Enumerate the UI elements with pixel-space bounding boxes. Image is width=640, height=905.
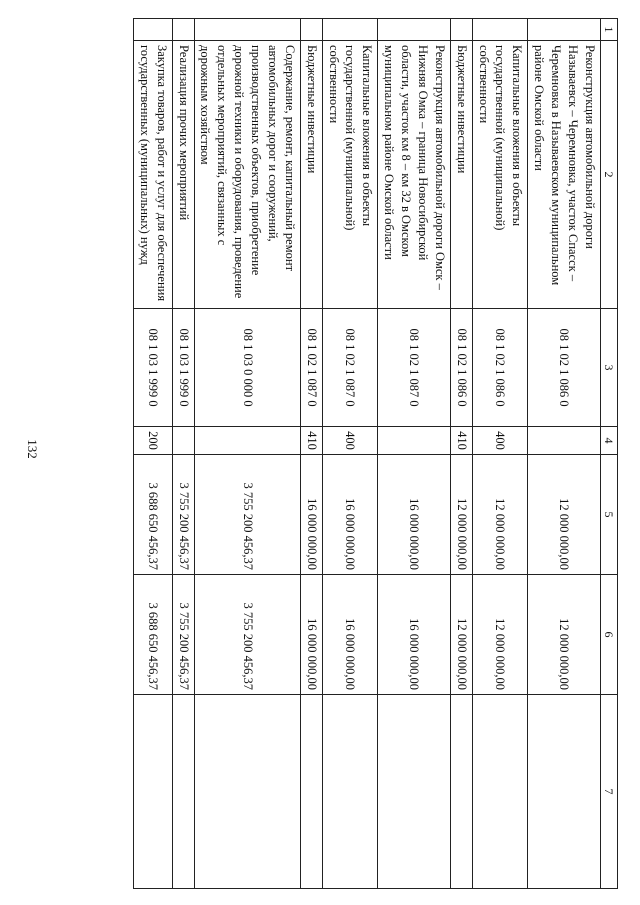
cell-description: Капитальные вложения в объекты государственной (муниципальной) собственности xyxy=(472,41,528,309)
cell-target-code: 08 1 02 1 086 0 xyxy=(528,309,601,427)
cell-col7 xyxy=(472,695,528,889)
cell-expense-type: 200 xyxy=(133,427,172,455)
cell-col7 xyxy=(133,695,172,889)
cell-description: Закупка товаров, работ и услуг для обеспечения государственных (муниципальных) нужд xyxy=(133,41,172,309)
table-row xyxy=(472,19,528,889)
cell-amount-6: 16 000 000,00 xyxy=(300,575,322,695)
cell-expense-type: 410 xyxy=(300,427,322,455)
cell-description: Капитальные вложения в объекты государственной (муниципальной) собственности xyxy=(322,41,378,309)
cell-expense-type xyxy=(172,427,194,455)
cell-col1 xyxy=(472,19,528,41)
cell-description: Бюджетные инвестиции xyxy=(450,41,472,309)
cell-target-code: 08 1 03 0 000 0 xyxy=(194,309,300,427)
cell-amount-6: 3 755 200 456,37 xyxy=(172,575,194,695)
cell-expense-type xyxy=(528,427,601,455)
cell-description: Содержание, ремонт, капитальный ремонт автомобильных дорог и сооружений, производственных объектов, приобретение дорожной техники и оборудования, проведение отдельных мероприятий, связанных с дорожным хозяйством xyxy=(194,41,300,309)
cell-amount-5: 16 000 000,00 xyxy=(378,455,451,575)
cell-amount-6: 3 688 650 456,37 xyxy=(133,575,172,695)
rotated-page xyxy=(48,18,618,888)
cell-col7 xyxy=(300,695,322,889)
column-header-2: 2 xyxy=(600,41,617,309)
cell-expense-type xyxy=(378,427,451,455)
cell-amount-6: 3 755 200 456,37 xyxy=(194,575,300,695)
table-row xyxy=(528,19,601,889)
cell-col1 xyxy=(300,19,322,41)
table-row xyxy=(450,19,472,889)
cell-amount-6: 12 000 000,00 xyxy=(472,575,528,695)
cell-expense-type: 410 xyxy=(450,427,472,455)
cell-col1 xyxy=(172,19,194,41)
cell-amount-5: 16 000 000,00 xyxy=(300,455,322,575)
cell-expense-type: 400 xyxy=(472,427,528,455)
cell-amount-5: 3 755 200 456,37 xyxy=(172,455,194,575)
cell-amount-5: 12 000 000,00 xyxy=(528,455,601,575)
cell-target-code: 08 1 03 1 999 0 xyxy=(133,309,172,427)
column-header-4: 4 xyxy=(600,427,617,455)
cell-expense-type: 400 xyxy=(322,427,378,455)
cell-col1 xyxy=(194,19,300,41)
cell-target-code: 08 1 02 1 086 0 xyxy=(450,309,472,427)
table-row xyxy=(194,19,300,889)
cell-expense-type xyxy=(194,427,300,455)
budget-table-sheet xyxy=(48,18,618,888)
cell-col1 xyxy=(528,19,601,41)
cell-amount-6: 16 000 000,00 xyxy=(322,575,378,695)
cell-amount-5: 3 688 650 456,37 xyxy=(133,455,172,575)
cell-description: Реализация прочих мероприятий xyxy=(172,41,194,309)
cell-col7 xyxy=(528,695,601,889)
column-header-7: 7 xyxy=(600,695,617,889)
column-header-1: 1 xyxy=(600,19,617,41)
cell-col7 xyxy=(322,695,378,889)
cell-amount-6: 12 000 000,00 xyxy=(528,575,601,695)
cell-description: Реконструкция автомобильной дороги Омск – Нижняя Омка – граница Новосибирской области, участок км 8 – км 32 в Омском муниципальном районе Омской области xyxy=(378,41,451,309)
cell-col1 xyxy=(378,19,451,41)
cell-col7 xyxy=(172,695,194,889)
cell-amount-5: 12 000 000,00 xyxy=(450,455,472,575)
column-header-5: 5 xyxy=(600,455,617,575)
cell-col7 xyxy=(450,695,472,889)
cell-col7 xyxy=(378,695,451,889)
cell-target-code: 08 1 02 1 087 0 xyxy=(300,309,322,427)
cell-target-code: 08 1 03 1 999 0 xyxy=(172,309,194,427)
cell-amount-5: 16 000 000,00 xyxy=(322,455,378,575)
page-number: 132 xyxy=(25,439,40,459)
cell-description: Бюджетные инвестиции xyxy=(300,41,322,309)
cell-target-code: 08 1 02 1 087 0 xyxy=(378,309,451,427)
cell-col1 xyxy=(322,19,378,41)
cell-amount-6: 16 000 000,00 xyxy=(378,575,451,695)
table-row xyxy=(172,19,194,889)
cell-col1 xyxy=(133,19,172,41)
table-row xyxy=(378,19,451,889)
table-header-row xyxy=(600,19,617,889)
cell-col7 xyxy=(194,695,300,889)
cell-amount-5: 3 755 200 456,37 xyxy=(194,455,300,575)
cell-amount-5: 12 000 000,00 xyxy=(472,455,528,575)
cell-col1 xyxy=(450,19,472,41)
cell-target-code: 08 1 02 1 087 0 xyxy=(322,309,378,427)
column-header-6: 6 xyxy=(600,575,617,695)
table-row xyxy=(300,19,322,889)
column-header-3: 3 xyxy=(600,309,617,427)
cell-description: Реконструкция автомобильной дороги Называевск – Черемновка, участок Спасск – Черемновка в Называевском муниципальном районе Омской области xyxy=(528,41,601,309)
table-row xyxy=(133,19,172,889)
budget-table xyxy=(133,18,618,889)
cell-target-code: 08 1 02 1 086 0 xyxy=(472,309,528,427)
table-row xyxy=(322,19,378,889)
cell-amount-6: 12 000 000,00 xyxy=(450,575,472,695)
